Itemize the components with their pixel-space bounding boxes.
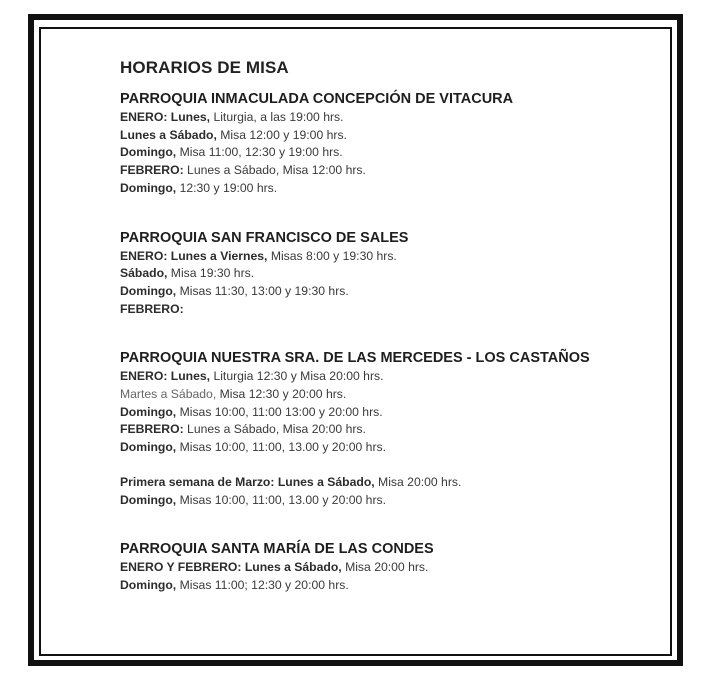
schedule-line — [120, 265, 670, 283]
schedule-line-text: Misas 10:00, 11:00, 13.00 y 20:00 hrs. — [176, 492, 387, 507]
schedule-line-label: Martes a Sábado, — [120, 387, 217, 402]
schedule-line-label: Primera semana de Marzo: Lunes a Sábado, — [120, 474, 375, 489]
schedule-line — [120, 474, 670, 492]
schedule-line-label: Domingo, — [120, 577, 177, 592]
schedule-line-text: Lunes a Sábado, Misa 20:00 hrs. — [183, 422, 366, 437]
schedule-line-text: Liturgia 12:30 y Misa 20:00 hrs. — [210, 369, 384, 384]
schedule-line — [120, 162, 670, 180]
schedule-line — [120, 559, 670, 577]
schedule-line-label: ENERO: Lunes, — [120, 110, 211, 124]
schedule-line — [120, 577, 670, 595]
parish-name: PARROQUIA SAN FRANCISCO DE SALES — [120, 229, 409, 246]
schedule-line-text: Misas 11:00; 12:30 y 20:00 hrs. — [176, 577, 349, 592]
schedule-line-label: Domingo, — [120, 440, 177, 455]
parish-section — [120, 348, 670, 509]
schedule-line — [120, 301, 670, 319]
schedule-line-text: Misas 11:30, 13:00 y 19:30 hrs. — [176, 283, 349, 298]
schedule-line-text: Misa 11:00, 12:30 y 19:00 hrs. — [176, 145, 343, 160]
schedule-line-text: Misas 8:00 y 19:30 hrs. — [267, 248, 397, 263]
schedule-line — [120, 421, 670, 439]
schedule-line — [120, 283, 670, 301]
schedule-line — [120, 492, 670, 510]
schedule-line-text: Misa 12:00 y 19:00 hrs. — [216, 127, 347, 142]
schedule-line-label: Sábado, — [120, 266, 168, 281]
parish-list — [120, 89, 670, 595]
schedule-line-label: Domingo, — [120, 492, 177, 507]
schedule-line-text: Lunes a Sábado, Misa 12:00 hrs. — [183, 163, 366, 178]
schedule-line-label: Domingo, — [120, 404, 177, 419]
schedule-line-label: FEBRERO: — [120, 301, 184, 316]
schedule-line — [120, 248, 670, 266]
schedule-line — [120, 368, 670, 386]
schedule-line-text: 12:30 y 19:00 hrs. — [176, 180, 278, 195]
schedule-line-label: Domingo, — [120, 283, 177, 298]
schedule-line-text: Misa 20:00 hrs. — [341, 560, 429, 575]
schedule-line-text: Misa 20:00 hrs. — [374, 474, 462, 489]
schedule-line-text: Misa 12:30 y 20:00 hrs. — [216, 387, 347, 402]
schedule-line — [120, 127, 670, 145]
schedule-line-text: Misas 10:00, 11:00, 13.00 y 20:00 hrs. — [176, 440, 387, 455]
schedule-line — [120, 180, 670, 198]
schedule-line — [120, 109, 670, 127]
schedule-line-text: Misas 10:00, 11:00 13:00 y 20:00 hrs. — [176, 404, 383, 419]
parish-name: PARROQUIA INMACULADA CONCEPCIÓN DE VITACURA — [120, 91, 514, 107]
schedule-line-label: Lunes a Sábado, — [120, 127, 217, 142]
parish-name: PARROQUIA SANTA MARÍA DE LAS CONDES — [120, 541, 434, 558]
parish-note — [120, 474, 670, 509]
schedule-content — [120, 58, 670, 625]
schedule-line-label: ENERO Y FEBRERO: Lunes a Sábado, — [120, 560, 342, 575]
schedule-line — [120, 404, 670, 422]
page-title: HORARIOS DE MISA — [120, 58, 289, 77]
schedule-line-label: Domingo, — [120, 180, 177, 195]
parish-section — [120, 228, 670, 319]
schedule-line-text: Misa 19:30 hrs. — [167, 266, 255, 281]
parish-section — [120, 89, 670, 198]
parish-section — [120, 539, 670, 594]
parish-name: PARROQUIA NUESTRA SRA. DE LAS MERCEDES - LOS CASTAÑOS — [120, 350, 590, 367]
schedule-line-label: FEBRERO: — [120, 422, 184, 437]
schedule-line-label: ENERO: Lunes, — [120, 369, 211, 384]
schedule-line — [120, 144, 670, 162]
schedule-line-label: Domingo, — [120, 145, 177, 160]
schedule-line-label: ENERO: Lunes a Viernes, — [120, 248, 268, 263]
schedule-line — [120, 386, 670, 404]
schedule-line-text: Liturgia, a las 19:00 hrs. — [210, 110, 344, 124]
schedule-line — [120, 439, 670, 457]
schedule-line-label: FEBRERO: — [120, 163, 184, 178]
